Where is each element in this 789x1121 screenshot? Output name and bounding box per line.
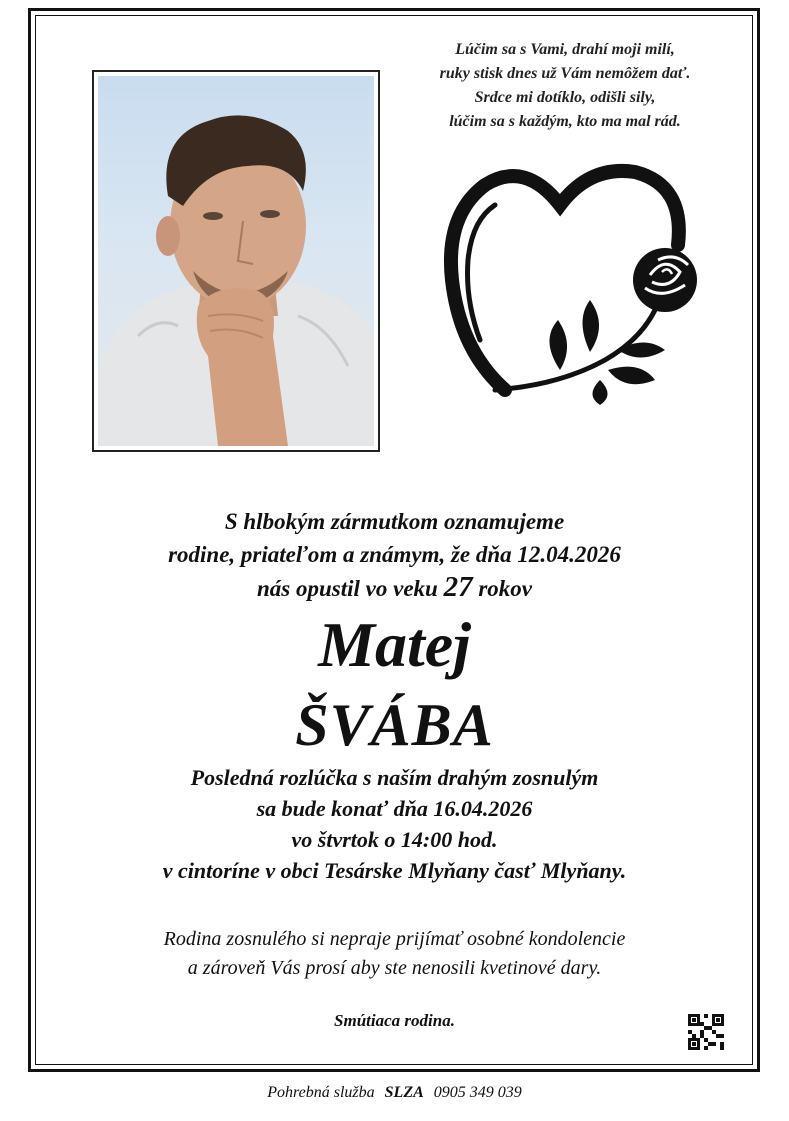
poem-line: ruky stisk dnes už Vám nemôžem dať. bbox=[439, 65, 691, 82]
age-value: 27 bbox=[443, 571, 473, 603]
portrait-frame bbox=[92, 70, 380, 452]
poem bbox=[400, 38, 730, 134]
announcement-line-3 bbox=[60, 571, 729, 605]
heart-with-rose-icon bbox=[440, 160, 700, 405]
family-request bbox=[40, 925, 749, 983]
deceased-last-name: ŠVÁBA bbox=[295, 692, 494, 758]
funeral-info bbox=[40, 762, 749, 886]
poem-line: Srdce mi dotíklo, odišli sily, bbox=[474, 89, 656, 106]
footer-service: Pohrebná služba bbox=[267, 1084, 375, 1101]
age-prefix: nás opustil vo veku bbox=[257, 576, 438, 601]
portrait-illustration bbox=[98, 76, 374, 446]
portrait-photo bbox=[98, 76, 374, 446]
funeral-line: v cintoríne v obci Tesárske Mlyňany časť Mlyňany. bbox=[162, 858, 627, 883]
footer-brand: SLZA bbox=[384, 1084, 424, 1101]
footer bbox=[40, 1084, 749, 1102]
qr-code-icon bbox=[688, 1014, 724, 1050]
funeral-line: Posledná rozlúčka s naším drahým zosnulým bbox=[190, 765, 599, 790]
age-suffix: rokov bbox=[478, 576, 532, 601]
announcement-line-2: rodine, priateľom a známym, že dňa 12.04.2026 bbox=[168, 542, 621, 567]
funeral-line: sa bude konať dňa 16.04.2026 bbox=[256, 796, 533, 821]
signature: Smútiaca rodina. bbox=[334, 1011, 455, 1030]
deceased-first-name: Matej bbox=[318, 609, 471, 680]
request-line: Rodina zosnulého si nepraje prijímať osobné kondolencie bbox=[163, 928, 626, 950]
request-line: a zároveň Vás prosí aby ste nenosili kvetinové dary. bbox=[187, 957, 602, 979]
footer-phone: 0905 349 039 bbox=[433, 1084, 522, 1101]
poem-line: Lúčim sa s Vami, drahí moji milí, bbox=[455, 41, 675, 58]
poem-line: lúčim sa s každým, kto ma mal rád. bbox=[449, 113, 681, 130]
announcement bbox=[60, 505, 729, 605]
announcement-line-1: S hlbokým zármutkom oznamujeme bbox=[224, 509, 565, 534]
funeral-line: vo štvrtok o 14:00 hod. bbox=[291, 827, 498, 852]
